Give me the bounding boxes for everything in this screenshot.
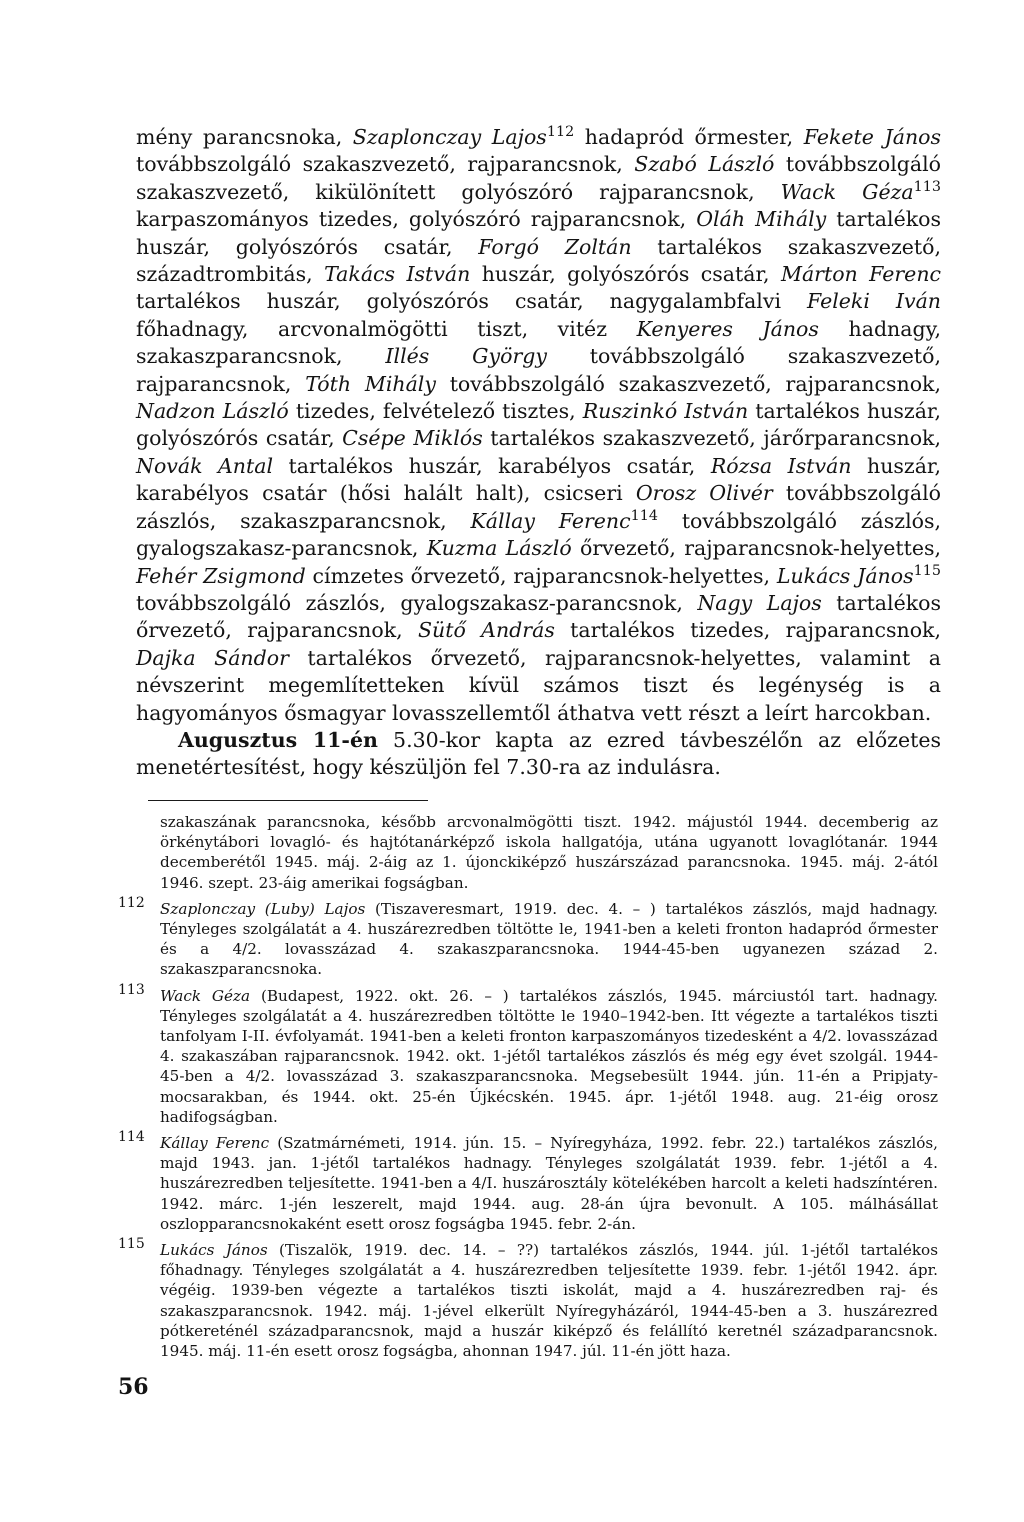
date-heading: Augusztus 11-én	[178, 727, 378, 752]
footnote-name: Kállay Ferenc	[160, 1134, 270, 1153]
person-name: Kenyeres János	[636, 316, 819, 341]
text-run: tartalékos huszár, golyószórós csatár,	[136, 399, 941, 451]
person-name: Illés György	[385, 344, 547, 369]
footnote-ref-113[interactable]: 113	[913, 178, 941, 195]
person-name: Sütő András	[418, 618, 555, 643]
text-run: tartalékos őrvezető, rajparancsnok,	[136, 590, 942, 643]
person-name: Nadzon László	[136, 399, 289, 424]
person-name: Szaplonczay Lajos	[352, 125, 547, 149]
text-run: továbbszolgáló szakaszvezető, kikülönített golyószóró rajparancsnok,	[136, 152, 941, 204]
footnote-name: Szaplonczay (Luby) Lajos	[160, 899, 366, 918]
text-run: tartalékos szakaszvezető, járőrparancsnok,	[482, 426, 941, 451]
main-text	[136, 124, 941, 782]
person-name: Feleki Iván	[807, 289, 941, 314]
paragraph-2	[136, 727, 941, 782]
person-name: Orosz Olivér	[635, 481, 773, 506]
person-name: Szabó László	[634, 152, 775, 177]
text-run: tartalékos tizedes, rajparancsnok,	[554, 618, 941, 643]
text-run: továbbszolgáló szakaszvezető, rajparancsnok,	[136, 344, 942, 396]
person-name: Kuzma László	[426, 536, 572, 561]
person-name: Novák Antal	[136, 453, 274, 478]
text-run: tartalékos huszár, golyószórós csatár, nagygalambfalvi	[136, 289, 807, 314]
person-name: Márton Ferenc	[780, 262, 941, 287]
footnote-text: (Tiszaveresmart, 1919. dec. 4. – ) tartalékos zászlós, majd hadnagy. Tényleges szolgálatát a 4. huszárezredben töltötte le, 1941-ben a keleti fronton hadapród őrmester és a 4/2. lovasszázad 4. szakaszparancsnoka. 1944-45-ben ugyanezen század 2. szakaszparancsnoka.	[160, 899, 938, 979]
person-name: Lukács János	[776, 563, 914, 588]
footnote-113	[118, 981, 938, 1127]
text-run: főhadnagy, arcvonalmögötti tiszt, vitéz	[136, 316, 637, 341]
footnote-number: 114	[118, 1129, 145, 1146]
text-run: tizedes, felvételező tisztes,	[288, 399, 583, 424]
text-run: továbbszolgáló zászlós, szakaszparancsnok,	[136, 481, 942, 533]
person-name: Csépe Miklós	[342, 426, 483, 451]
text-run: huszár, golyószórós csatár,	[470, 262, 781, 287]
text-run: továbbszolgáló zászlós, gyalogszakasz-parancsnok,	[136, 508, 942, 561]
person-name: Fekete János	[803, 125, 942, 149]
person-name: Oláh Mihály	[696, 207, 827, 232]
person-name: Kállay Ferenc	[470, 508, 631, 533]
text-run: karpaszományos tizedes, golyószóró rajparancsnok,	[136, 207, 697, 232]
footnote-number: 112	[118, 894, 145, 911]
text-run: tartalékos huszár, karabélyos csatár,	[273, 453, 711, 478]
footnote-112	[118, 894, 938, 980]
text-run: őrvezető, rajparancsnok-helyettes,	[571, 536, 941, 561]
footnote-name: Wack Géza	[160, 986, 251, 1005]
person-name: Dajka Sándor	[136, 645, 289, 670]
text-run: tartalékos szakaszvezető, századtrombitás,	[136, 234, 941, 287]
footnote-text: (Budapest, 1922. okt. 26. – ) tartalékos zászlós, 1945. márciustól tart. hadnagy. Tényleges szolgálatát a 4. huszárezredben töltötte le 1940–1942-ben. Itt végezte a tartalékos tiszti tanfolyam I-II. évfolyamát. 1941-ben a keleti fronton karpaszományos tizedesként a 4/2. lovasszázad 4. szakaszában rajparancsnok. 1942. okt. 1-jétől tartalékos zászlós és még egy évet szolgál. 1944-45-ben a 4/2. lovasszázad 3. szakaszparancsnoka. Megsebesült 1944. jún. 11-én a Pripjaty-mocsarakban, és 1944. okt. 25-én Újkécskén. 1945. ápr. 1-jétől 1948. aug. 21-éig orosz hadifogságban.	[160, 986, 938, 1126]
footnote-divider	[148, 800, 428, 801]
person-name: Ruszinkó István	[582, 399, 749, 424]
footnote-text: szakaszának parancsnoka, később arcvonalmögötti tiszt. 1942. májustól 1944. decemberig az örkénytábori lovagló- és hajtótanárképző iskola hallgatója, utána ugyanott lovaglótanár. 1944 decemberétől 1945. máj. 2-áig az 1. újonckiképző huszárszázad parancsnoka. 1945. máj. 2-ától 1946. szept. 23-áig amerikai fogságban.	[160, 813, 938, 892]
text-run: tartalékos őrvezető, rajparancsnok-helyettes, valamint a névszerint megemlítetteken kívül számos tiszt és legénység is a hagyományos ősmagyar lovasszellemtől áthatva vett részt a leírt harcokban.	[136, 645, 941, 725]
text-run: továbbszolgáló zászlós, gyalogszakasz-parancsnok,	[136, 590, 698, 615]
text-run: huszár, karabélyos csatár (hősi halált halt), csicseri	[136, 453, 941, 506]
footnote-name: Lukács János	[160, 1241, 268, 1260]
text-run: hadnagy, szakaszparancsnok,	[136, 316, 941, 369]
footnote-ref-115[interactable]: 115	[913, 562, 942, 579]
footnote-continuation	[118, 812, 938, 893]
text-run: továbbszolgáló szakaszvezető, rajparancsnok,	[435, 371, 941, 396]
footnotes	[118, 812, 938, 1361]
person-name: Tóth Mihály	[305, 371, 436, 396]
person-name: Nagy Lajos	[697, 590, 822, 615]
text-run: mény parancsnoka,	[136, 125, 353, 149]
text-run: tartalékos huszár, golyószórós csatár,	[136, 207, 941, 259]
footnote-number: 113	[118, 981, 145, 998]
footnote-text: (Szatmárnémeti, 1914. jún. 15. – Nyíregyháza, 1992. febr. 22.) tartalékos zászlós, majd 1943. jan. 1-jétől tartalékos hadnagy. Tényleges szolgálatát 1939. febr. 1-jétől a 4. huszárezredben teljesítette. 1941-ben a 4/I. huszárosztály kötelékében harcolt a keleti hadszíntéren. 1942. márc. 1-jén leszerelt, majd 1944. aug. 28-án újra bevonult. A 105. málhásállat oszlopparancsnokaként esett orosz fogságba 1945. febr. 2-án.	[160, 1134, 939, 1233]
footnote-ref-112[interactable]: 112	[546, 124, 575, 141]
footnote-text: (Tiszalök, 1919. dec. 14. – ??) tartalékos zászlós, 1944. júl. 1-jétől tartalékos főhadnagy. Tényleges szolgálatát a 4. huszárezredben teljesítette 1939. febr. 1-jétől 1942. ápr. végéig. 1939-ben végezte a tartalékos tiszti iskolát, majd a 4. huszárezredben raj- és szakaszparancsnok. 1942. máj. 1-jével elkerült Nyíregyházáról, 1944-45-ben a 3. huszárezred pótkereténél századparancsnok, majd a huszár kiképző és felállító keretnél századparancsnok. 1945. máj. 11-én esett orosz fogságba, ahonnan 1947. júl. 11-én jött haza.	[160, 1241, 938, 1361]
person-name: Fehér Zsigmond	[136, 563, 306, 588]
text-run: hadapród őrmester,	[574, 125, 804, 149]
person-name: Takács István	[324, 262, 471, 287]
text-run: címzetes őrvezető, rajparancsnok-helyettes,	[305, 563, 777, 588]
text-run: 5.30-kor kapta az ezred távbeszélőn az előzetes menetértesítést, hogy készüljön fel 7.30-ra az indulásra.	[136, 727, 941, 780]
footnote-number: 115	[118, 1236, 145, 1253]
person-name: Wack Géza	[780, 179, 914, 204]
footnote-114	[118, 1129, 939, 1234]
page-number: 56	[118, 1374, 149, 1400]
person-name: Forgó Zoltán	[478, 234, 632, 259]
paragraph-1	[136, 124, 941, 727]
footnote-ref-114[interactable]: 114	[630, 507, 658, 524]
text-run: továbbszolgáló szakaszvezető, rajparancsnok,	[136, 152, 635, 177]
footnote-115	[118, 1236, 938, 1361]
person-name: Rózsa István	[710, 453, 852, 478]
